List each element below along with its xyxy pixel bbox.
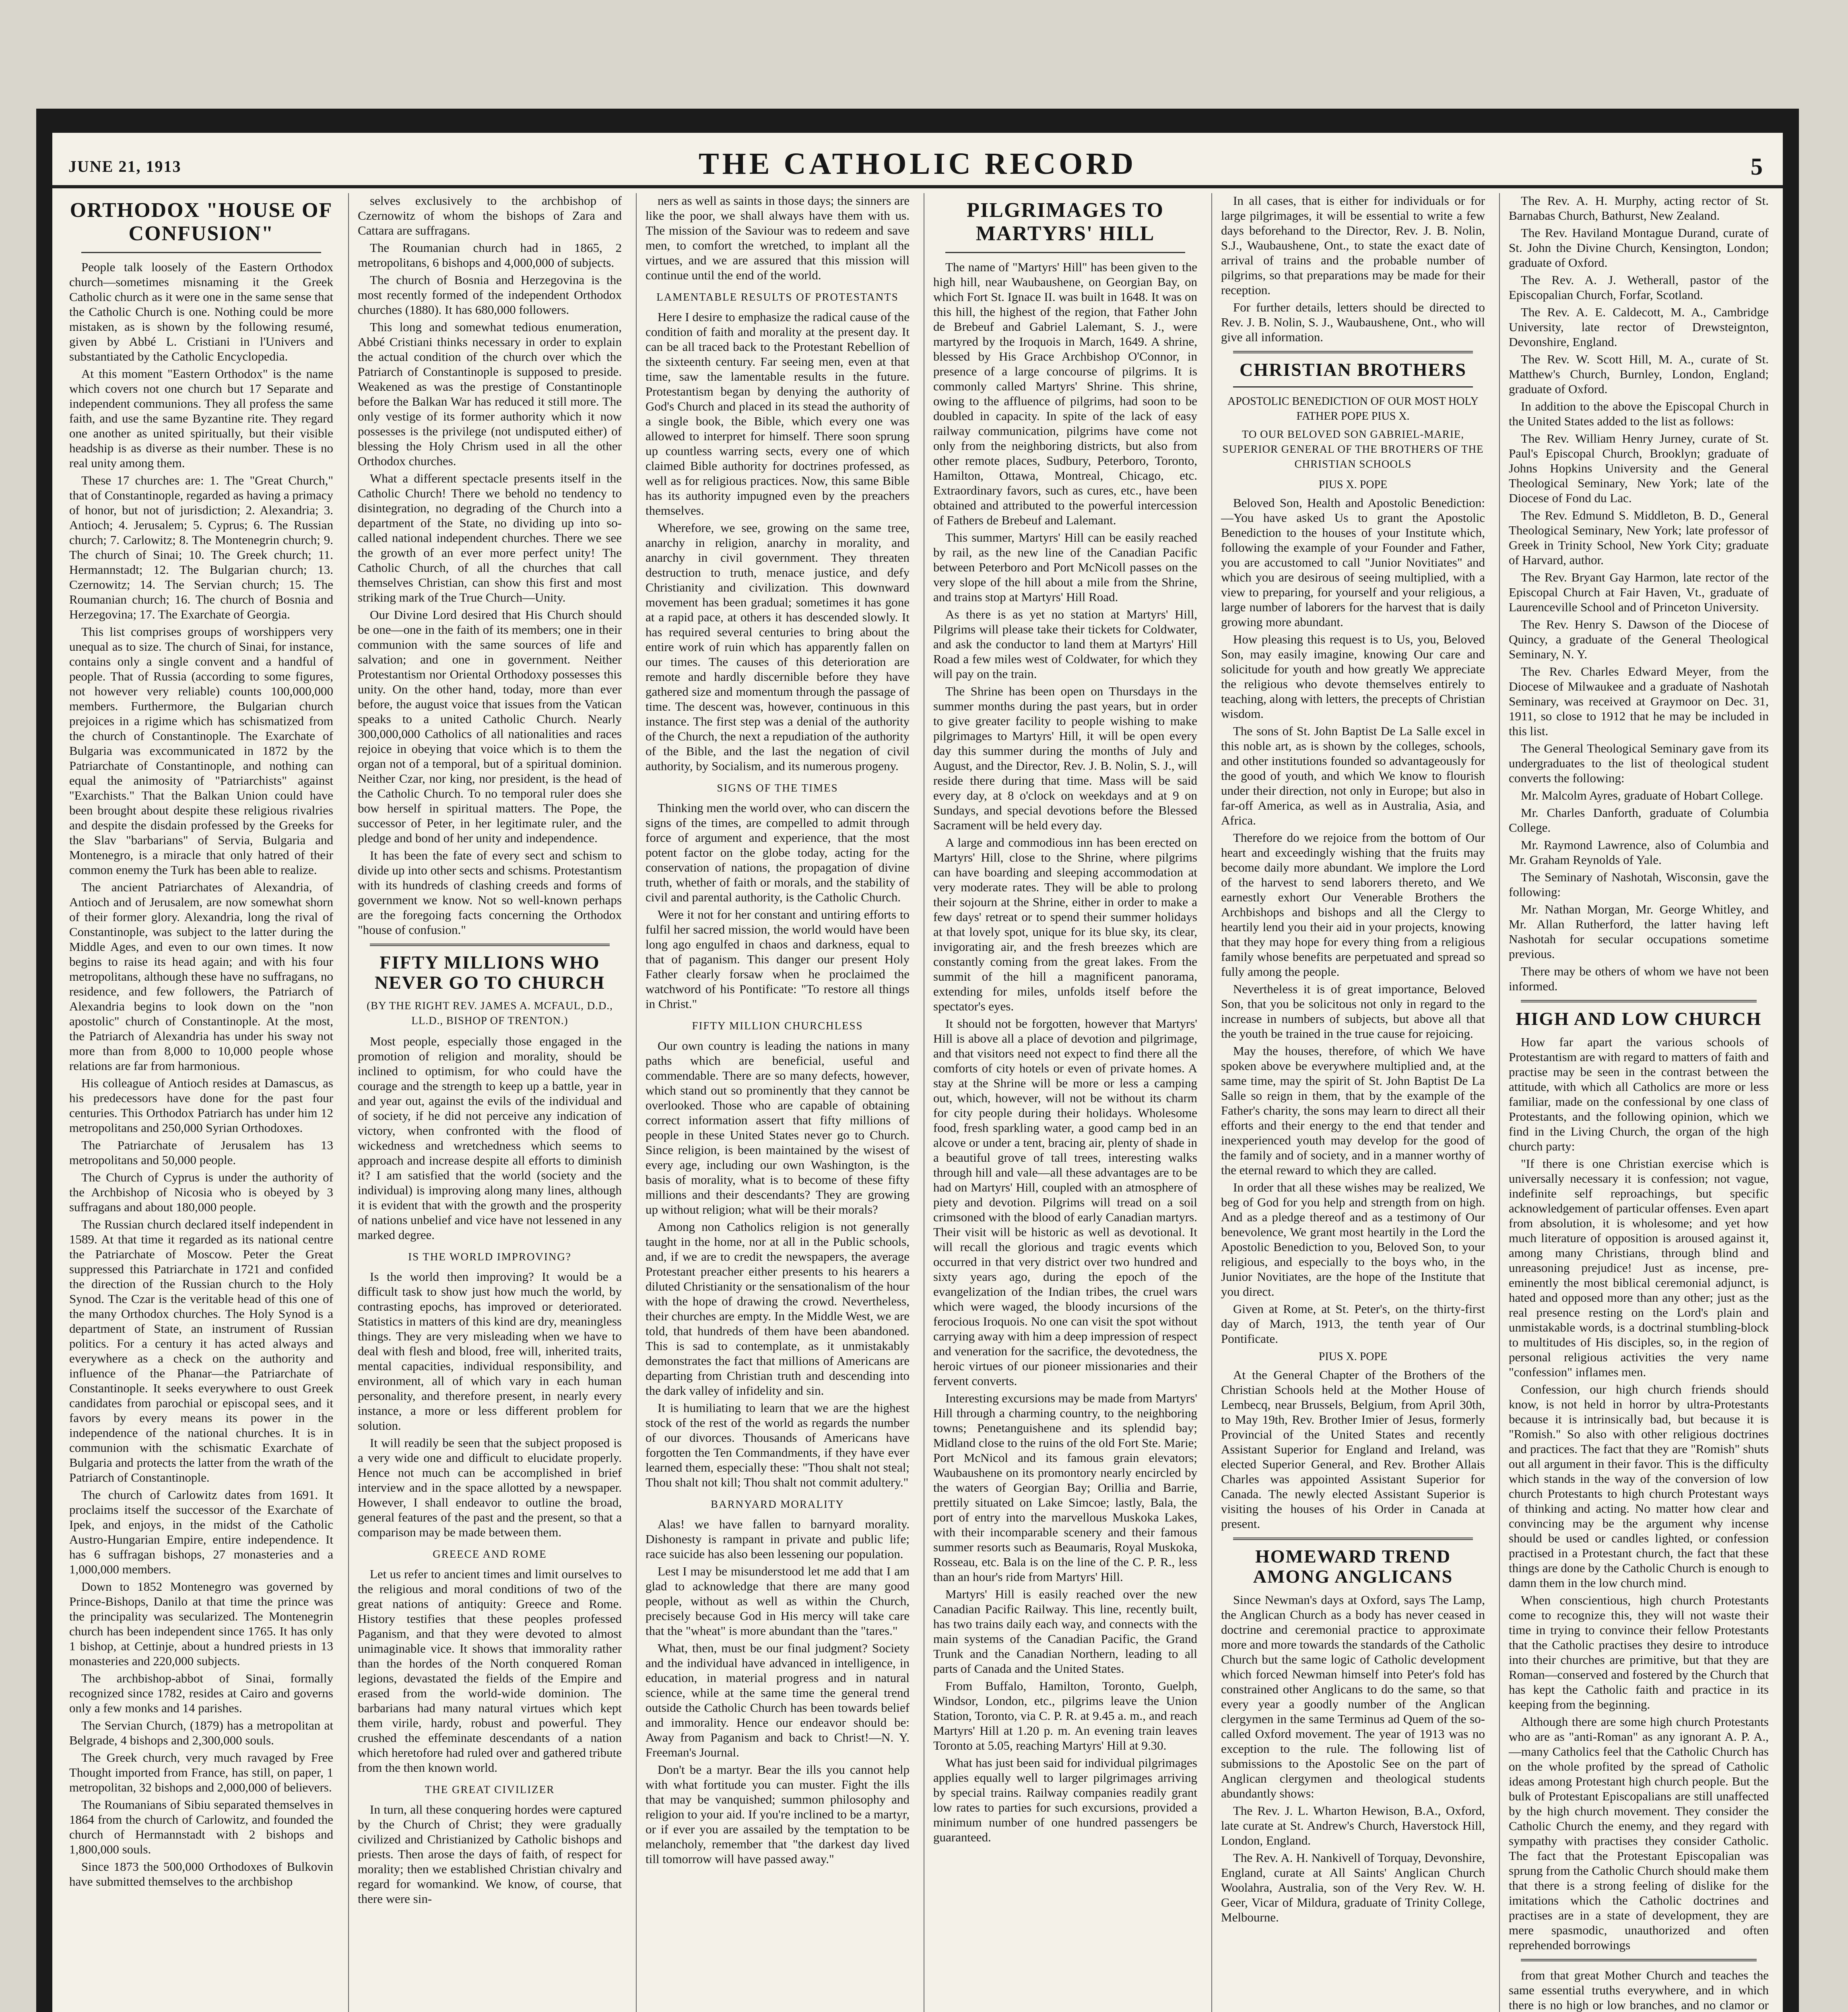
paragraph: The Russian church declared itself independent in 1589. At that time it regarded as its national centre the Patriarchate of Moscow. Peter the Great suppressed this Patriarchate in 1721 and confided the direction of the Russian church to the Holy Synod. The Czar is the veritable head of this one of the many Orthodox churches. The Holy Synod is a department of State, an instrument of Russian politics. For a century it has acted always and everywhere as a check on the authority and influence of the Phanar—the Patriarchate of Constantinople. It seeks everywhere to oust Greek candidates from parochial or episcopal sees, and it favors by every means its power in the independence of the national churches. It is in communion with the schismatic Exarchate of Bulgaria and protects the latter from the wrath of the Patriarch of Constantinople. [69,1217,333,1484]
divider [1233,1538,1473,1540]
paragraph: What has just been said for individual pilgrimages applies equally well to larger pilgrimages arriving by special trains. Railway companies readily grant low rates to parties for such excursions, provided a minimum number of one hundred passengers be guaranteed. [933,1756,1197,1844]
paragraph: Confession, our high church friends should know, is not held in horror by ultra-Protestants because it is intrinsically bad, but because it is "Romish." So also with other religious doctrines and practices. The fact that they are "Romish" shuts out all argument in their favor. This is the difficulty which stands in the way of the conversion of low church Protestants to high church Protestant ways of thinking and acting. No matter how clear and convincing may be the argument why incense should be used or candles lighted, or confession practised in a Protestant church, the fact that these things are done by the Catholic Church is enough to damn them in the low church mind. [1509,1382,1769,1590]
divider [1521,1959,1757,1961]
paragraph: These 17 churches are: 1. The "Great Church," that of Constantinople, regarded as having a primacy of honor, but not of jurisdiction; 2. Alexandria; 3. Antioch; 4. Jerusalem; 5. Cyprus; 6. The Russian church; 7. Carlowitz; 8. The Montenegrin church; 9. The church of Sinai; 10. The Greek church; 11. Hermannstadt; 12. The Bulgarian church; 13. Czernowitz; 14. The Servian church; 15. The Roumanian church; 16. The church of Bosnia and Herzegovina; 17. The Exarchate of Georgia. [69,473,333,621]
paragraph: This list comprises groups of worshippers very unequal as to size. The church of Sinai, for instance, contains only a single convent and a handful of people. That of Russia (according to some figures, not however very reliable) counts 100,000,000 members. Furthermore, the Bulgarian church prejoices in a rigime which has schismatized from the church of Constantinople. The Exarchate of Bulgaria was excommunicated in 1872 by the Patriarchate of Constantinople, and nothing can equal the animosity of "Patriarchists" against "Exarchists." That the Balkan Union could have been brought about despite these religious rivalries and despite the disdain professed by the Greeks for the Slav "barbarians" of Servia, Bulgaria and Montenegro, is a miracle that only hatred of their common enemy the Turk has been able to realize. [69,625,333,877]
article-body [358,1802,622,1906]
article-headline: ORTHODOX "HOUSE OF CONFUSION" [70,199,333,245]
paragraph: It is humiliating to learn that we are the highest stock of the rest of the world as regards the number of our divorces. Thousands of Americans have forgotten the Ten Commandments, if they have ever learned them, especially these: "Thou shalt not steal; Thou shalt not kill; Thou shalt not commit adultery." [646,1401,910,1489]
paragraph: Interesting excursions may be made from Martyrs' Hill through a charming country, to the neighboring towns; Penetanguishene and its splendid bay; Midland close to the ruins of the old Fort Ste. Marie; Port McNicol and its famous grain elevators; Waubaushene on its promontory nearly encircled by the waters of Georgian Bay; Orillia and Barrie, prettily situated on Lake Simcoe; lastly, Bala, the port of entry into the marvellous Muskoka Lakes, with their incomparable scenery and their famous summer resorts such as Beaumaris, Royal Muskoka, Rosseau, etc. Bala is on the line of the C. P. R., less than an hour's ride from Martyrs' Hill. [933,1391,1197,1584]
paragraph: The Rev. Haviland Montague Durand, curate of St. John the Divine Church, Kensington, London; graduate of Oxford. [1509,226,1769,270]
article-body [646,1038,910,1490]
article-body [1221,193,1485,344]
paragraph: Since Newman's days at Oxford, says The Lamp, the Anglican Church as a body has never ceased in doctrine and ceremonial practice to approximate more and more towards the standards of the Catholic Church but the same logic of Catholic development which forced Newman himself into Peter's fold has constrained other Anglicans to do the same, so that every year a goodly number of the Anglican clergymen in the same Terminus ad Quem of the so-called Oxford movement. The year of 1913 was no exception to the rule. The following list of submissions to the Apostolic See on the part of Anglican clergymen and theological students abundantly shows: [1221,1593,1485,1800]
article-body [646,1517,910,1866]
paragraph: The sons of St. John Baptist De La Salle excel in this noble art, as is shown by the colleges, schools, and other institutions founded so advantageously for the good of youth, and which We know to flourish under their direction, not only in Europe; but also in far-off America, as well as in Australia, Asia, and Africa. [1221,724,1485,827]
article-body [646,800,910,1011]
paragraph: The Rev. A. H. Nankivell of Torquay, Devonshire, England, curate at All Saints' Anglican Church Woolahra, Australia, son of the Very Rev. W. H. Geer, Vicar of Mildura, graduate of Trinity College, Melbourne. [1221,1851,1485,1924]
divider [945,252,1185,253]
paragraph: The Roumanian church had in 1865, 2 metropolitans, 6 bishops and 4,000,000 of subjects. [358,241,622,270]
paragraph: Among non Catholics religion is not generally taught in the home, nor at all in the Public schools, and, if we are to credit the newspapers, the average Protestant preacher either presents to his hearers a diluted Christianity or the sensationalism of the hour with the hope of drawing the crowd. Nevertheless, their churches are empty. In the Middle West, we are told, that hundreds of them have been abandoned. This is sad to contemplate, as it unmistakably demonstrates the fact that millions of Americans are departing from Christian truth and descending into the dark valley of infidelity and sin. [646,1220,910,1398]
article-body [646,309,910,773]
column-4 [924,193,1206,2012]
paragraph: May the houses, therefore, of which We have spoken above be everywhere multiplied and, at the same time, may the spirit of St. John Baptist De La Salle so reign in them, that by the example of the Father's charity, the sons may learn to direct all their efforts and their energy to the end that tender and inexperienced youth may develop for the good of the family and of society, and in a manner worthy of the eternal reward to which they are called. [1221,1044,1485,1177]
paragraph: At this moment "Eastern Orthodox" is the name which covers not one church but 17 Separate and independent communions. They all profess the same faith, and use the same Byzantine rite. They regard one another as united spiritually, but their visible headship is as diverse as their number. These is no real unity among them. [69,367,333,470]
issue-date: JUNE 21, 1913 [68,157,182,175]
article-byline: (BY THE RIGHT REV. JAMES A. MCFAUL, D.D., LL.D., BISHOP OF TRENTON.) [367,1000,613,1027]
paragraph: From Buffalo, Hamilton, Toronto, Guelph, Windsor, London, etc., pilgrims leave the Union Station, Toronto, via C. P. R. at 9.45 a. m., and reach Martyrs' Hill at 1.20 p. m. An evening train leaves Toronto at 5.05, reaching Martyrs' Hill at 9.30. [933,1679,1197,1752]
divider [1233,351,1473,353]
paragraph: This summer, Martyrs' Hill can be easily reached by rail, as the new line of the Canadian Pacific between Peterboro and Port McNicoll passes on the very slope of the hill about a mile from the Shrine, and trains stop at Martyrs' Hill Road. [933,530,1197,604]
paragraph: What, then, must be our final judgment? Society and the individual have advanced in intelligence, in education, in material progress and in natural science, while at the same time the general trend outside the Catholic Church has been towards belief and immorality. Hence our endeavor should be: Away from Paganism and back to Christ!—N. Y. Freeman's Journal. [646,1641,910,1759]
paragraph: Mr. Nathan Morgan, Mr. George Whitley, and Mr. Allan Rutherford, the latter having left Nashotah for secular occupations sometime previous. [1509,902,1769,961]
paragraph: There may be others of whom we have not been informed. [1509,964,1769,993]
letter-signature: PIUS X. POPE [1318,1350,1388,1363]
paragraph: Lest I may be misunderstood let me add that I am glad to acknowledge that there are many good people, without as well as within the Church, precisely because God in His mercy will take care that the "wheat" is more abundant than the "tares." [646,1564,910,1638]
paragraph: As there is as yet no station at Martyrs' Hill, Pilgrims will please take their tickets for Coldwater, and ask the conductor to land them at Martyrs' Hill Road a few miles west of Coldwater, for which they will pay on the train. [933,607,1197,681]
paragraph: What a different spectacle presents itself in the Catholic Church! There we behold no tendency to disintegration, no degrading of the Church into a department of the State, no dividing up into so-called national independent churches. There we see the growth of an ever more perfect unity! The Catholic Church, of all the churches that call themselves Christian, can show this first and most striking mark of the True Church—Unity. [358,471,622,604]
article-body [1221,1592,1485,1925]
paragraph: People talk loosely of the Eastern Orthodox church—sometimes misnaming it the Greek Catholic church as it were one in the same sense that the Catholic Church is one. Nothing could be more mistaken, as is shown by the following resumé, given by Abbé L. Cristiani in l'Univers and substantiated by the Catholic Encyclopedia. [69,260,333,363]
paragraph: "If there is one Christian exercise which is universally necessary it is confession; not vague, indefinite self reproachings, but specific acknowledgement of particular offenses. Even apart from absolution, it is wholesome; and yet how much literature of opposition is aroused against it, among many Christians, through blind and unreasoning prejudice! Just as incense, pre-eminently the most biblical ceremonial adjunct, is hated and opposed more than any other; just as the real presence resting on the Lord's plain and unmistakable words, is a doctrinal stumbling-block to multitudes of His disciples, so, in the region of personal religious activities the very name "confession" inflames men. [1509,1156,1769,1379]
divider [1233,386,1473,388]
paragraph: It will readily be seen that the subject proposed is a very wide one and difficult to elucidate properly. Hence not much can be accomplished in brief interview and in the space allotted by a newspaper. However, I shall endeavor to outline the broad, general features of the past and the present, so that a comparison may be made between them. [358,1436,622,1539]
paragraph: Down to 1852 Montenegro was governed by Prince-Bishops, Danilo at that time the prince was the principality was secularized. The Montenegrin church has been independent since 1765. It has only 1 bishop, at Cettinje, about a hundred priests in 13 monasteries and 220,000 subjects. [69,1579,333,1668]
article-body [1221,1367,1485,1531]
article-headline: HOMEWARD TREND AMONG ANGLICANS [1253,1546,1453,1587]
paragraph: How pleasing this request is to Us, you, Beloved Son, may easily imagine, knowing Our care and solicitude for youth and how greatly We appreciate the religious who devote themselves entirely to teaching, along with letters, the precepts of Christian wisdom. [1221,632,1485,721]
page-number: 5 [1751,153,1763,180]
article-body [358,1269,622,1540]
article-body [1509,1035,1769,1952]
section-subhead: GREECE AND ROME [433,1548,547,1560]
paragraph: ners as well as saints in those days; the sinners are like the poor, we shall always have them with us. The mission of the Saviour was to redeem and save men, to comfort the wretched, to implant all the virtues, and we are assured that this mission will continue until the end of the world. [646,194,910,282]
article-body [358,1034,622,1242]
article-body [646,193,910,282]
paragraph: In all cases, that is either for individuals or for large pilgrimages, it will be essential to write a few days beforehand to the Director, Rev. J. B. Nolin, S.J., Waubaushene, Ont., to state the exact date of arrival of trains and the probable number of pilgrims, so that preparations may be made for their reception. [1221,194,1485,297]
paragraph: The Church of Cyprus is under the authority of the Archbishop of Nicosia who is obeyed by 3 suffragans and about 180,000 people. [69,1170,333,1214]
paragraph: Our Divine Lord desired that His Church should be one—one in the faith of its members; one in their communion with the same sources of life and salvation; and one in government. Neither Protestantism nor Oriental Orthodoxy possesses this unity. On the other hand, today, more than ever before, the august voice that issues from the Vatican speaks to a united Catholic Church. Nearly 300,000,000 Catholics of all nationalities and races rejoice in obeying that voice which is to them the organ not of a temporal, but of a spiritual dominion. Neither Czar, nor king, nor president, is the head of the Catholic Church. To no temporal ruler does she bow herself in spiritual matters. The Pope, the successor of Peter, in her legitimate ruler, and the pledge and bond of her unity and independence. [358,608,622,845]
paragraph: His colleague of Antioch resides at Damascus, as his predecessors have done for the past four centuries. This Orthodox Patriarch has under him 12 metropolitans and 250,000 Syrian Orthodoxes. [69,1076,333,1135]
paragraph: The church of Bosnia and Herzegovina is the most recently formed of the independent Orthodox churches (1880). It has 680,000 followers. [358,273,622,317]
letter-address: TO OUR BELOVED SON GABRIEL-MARIE, SUPERIOR GENERAL OF THE BROTHERS OF THE CHRISTIAN SCHOOLS [1222,428,1484,470]
paragraph: Our own country is leading the nations in many paths which are beneficial, useful and commendable. There are so many defects, however, which stand out so prominently that they cannot be overlooked. Those who are capable of obtaining correct information assert that fifty millions of people in these United States never go to Church. Since religion, is been maintained by the wisest of every age, including our own Washington, is the basis of morality, what is to become of these fifty millions and their descendants? They are growing up without religion; what will be their morals? [646,1039,910,1216]
section-subhead: FIFTY MILLION CHURCHLESS [692,1020,863,1032]
paragraph: The Greek church, very much ravaged by Free Thought imported from France, has still, on paper, 1 metropolitan, 32 bishops and 2,000,000 of believers. [69,1750,333,1794]
paragraph: The Rev. J. L. Wharton Hewison, B.A., Oxford, late curate at St. Andrew's Church, Haverstock Hill, London, England. [1221,1804,1485,1847]
article-subheadline: APOSTOLIC BENEDICTION OF OUR MOST HOLY FATHER POPE PIUS X. [1227,395,1479,423]
paragraph: A large and commodious inn has been erected on Martyrs' Hill, close to the Shrine, where pilgrims can have boarding and sleeping accommodation at very moderate rates. They will be able to prolong their sojourn at the Shrine, either in order to make a few days' retreat or to spend their summer holidays at that lovely spot, unique for its blue sky, its clear, invigorating air, and the fresh breezes which are constantly coming from the great lakes. From the summit of the hill a magnificent panorama, extending for miles, unfolds itself before the spectator's eyes. [933,835,1197,1013]
paragraph: Given at Rome, at St. Peter's, on the thirty-first day of March, 1913, the tenth year of Our Pontificate. [1221,1302,1485,1346]
paragraph: The Servian Church, (1879) has a metropolitan at Belgrade, 4 bishops and 2,300,000 souls. [69,1718,333,1747]
paragraph: selves exclusively to the archbishop of Czernowitz of whom the bishops of Zara and Cattara are suffragans. [358,194,622,237]
paragraph: The Rev. W. Scott Hill, M. A., curate of St. Matthew's Church, Burnley, London, England; graduate of Oxford. [1509,352,1769,396]
paragraph: Although there are some high church Protestants who are as "anti-Roman" as any ignorant A. P. A.,—many Catholics feel that the Catholic Church has on the whole profited by the spread of Catholic ideas among Protestant high church people. But the bulk of Protestant Episcopalians are still unaffected by the high church movement. They consider the Catholic Church the enemy, and they regard with sympathy with practises they consider Catholic. The fact that the Protestant Episcopalian was sprung from the Catholic Church should make them that there is a strong feeling of dislike for the imitations which the Catholic doctrines and practises are in a state of development, they are mere spasmodic, unauthorized and often reprehended borrowings [1509,1715,1769,1952]
article-body [358,193,622,937]
masthead [52,133,1783,188]
article-body [358,1567,622,1775]
section-subhead: LAMENTABLE RESULTS OF PROTESTANTS [656,291,899,303]
paragraph: Most people, especially those engaged in the promotion of religion and morality, should be inclined to optimism, for who could have the courage and the strength to keep up a battle, year in and year out, against the evils of the individual and of society, if he did not perceive any indication of victory, when confronted with the flood of wickedness and wretchedness which seems to approach and increase despite all efforts to diminish it? I am satisfied that the world (society and the individual) is improving along many lines, although it is evident that with the growth and the prosperity of nations unbelief and vice have not lessened in any marked degree. [358,1034,622,1242]
paragraph: Since 1873 the 500,000 Orthodoxes of Bulkovin have submitted themselves to the archbishop [69,1859,333,1888]
paragraph: It should not be forgotten, however that Martyrs' Hill is above all a place of devotion and pilgrimage, and that visitors need not expect to find there all the comforts of city hotels or even of private homes. A stay at the Shrine will be more or less a camping out, which, however, will not be without its charm for city people during their holidays. Wholesome food, fresh sparkling water, a good camp bed in an alcove or under a tent, bracing air, plenty of shade in a beautiful grove of tall trees, interesting walks through hill and vale—all these advantages are to be had on Martyrs' Hill, coupled with an atmosphere of piety and devotion. Pilgrims will tread on a soil crimsoned with the blood of early Canadian martyrs. Their visit will be historic as well as devotional. It will recall the glorious and tragic events which occurred in that very district over two hundred and sixty years ago, during the epoch of the evangelization of the Indian tribes, the cruel wars which were waged, the bloody incursions of the ferocious Iroquois. No one can visit the spot without carrying away with him a deep impression of respect and veneration for the sacrifice, the devotedness, the heroic virtues of our pioneer missionaries and their fervent converts. [933,1016,1197,1388]
paragraph: It has been the fate of every sect and schism to divide up into other sects and schisms. Protestantism with its hundreds of clashing creeds and forms of government we know. Not so well-known perhaps are the foregoing facts concerning the Orthodox "house of confusion." [358,848,622,937]
paragraph: The Patriarchate of Jerusalem has 13 metropolitans and 50,000 people. [69,1138,333,1167]
paragraph: The Shrine has been open on Thursdays in the summer months during the past years, but in order to give greater facility to people wishing to make pilgrimages to Martyrs' Hill, it will be open every day this summer during the months of July and August, and the Director, Rev. J. B. Nolin, S. J., will reside there during that time. Mass will be said every day, at 8 o'clock on weekdays and at 9 on Sundays, and special devotions before the Blessed Sacrament will be held every day. [933,684,1197,832]
article-headline: HIGH AND LOW CHURCH [1516,1008,1762,1029]
paragraph: Mr. Raymond Lawrence, also of Columbia and Mr. Graham Reynolds of Yale. [1509,838,1769,867]
paragraph: Nevertheless it is of great importance, Beloved Son, that you be solicitous not only in regard to the increase in numbers of subjects, but above all that the youth be trained in the true cause for rejoicing. [1221,982,1485,1041]
paragraph: This long and somewhat tedious enumeration, Abbé Cristiani thinks necessary in order to explain the actual condition of the church over which the Patriarch of Constantinople is supposed to preside. Weakened as was the prestige of Constantinople before the Balkan War has reduced it still more. The only vestige of its former authority which it now possesses is the privilege (not undisputed either) of blessing the Holy Chrism used in all the other Orthodox churches. [358,320,622,468]
paragraph: The Rev. William Henry Jurney, curate of St. Paul's Episcopal Church, Brooklyn; graduate of Johns Hopkins University and the General Theological Seminary, New York; late of the Diocese of Fond du Lac. [1509,431,1769,505]
paragraph: The Roumanians of Sibiu separated themselves in 1864 from the church of Carlowitz, and founded the church of Hermannstadt with 2 bishops and 1,800,000 souls. [69,1798,333,1856]
paragraph: In order that all these wishes may be realized, We beg of God for you help and strength from on high. And as a pledge thereof and as a testimony of Our benevolence, We grant most heartily in the Lord the Apostolic Benediction to you, Beloved Son, to your religious, and especially to the boys who, in the Junior Novitiates, are the hope of the Institute that you direct. [1221,1180,1485,1299]
paragraph: For further details, letters should be directed to Rev. J. B. Nolin, S. J., Waubaushene, Ont., who will give all information. [1221,300,1485,344]
paragraph: Mr. Charles Danforth, graduate of Columbia College. [1509,806,1769,835]
paragraph: The Rev. A. H. Murphy, acting rector of St. Barnabas Church, Bathurst, New Zealand. [1509,194,1769,223]
column-6 [1499,193,1778,2012]
article-body [1509,1968,1769,2012]
paragraph: Let us refer to ancient times and limit ourselves to the religious and moral conditions of two of the great nations of antiquity: Greece and Rome. History testifies that these peoples professed Paganism, and that they were devoted to almost unimaginable vice. It shows that immorality rather than the hordes of the North conquered Roman legions, devastated the fields of the Empire and erased from the world-wide dominion. The barbarians had many natural virtues which kept them virile, hardy, robust and powerful. They crushed the effeminate descendants of a nation which heretofore had ruled over and gathered tribute from the then known world. [358,1567,622,1775]
column-3 [636,193,918,2012]
paragraph: Alas! we have fallen to barnyard morality. Dishonesty is rampant in private and public life; race suicide has also been lessening our population. [646,1517,910,1561]
paragraph: At the General Chapter of the Brothers of the Christian Schools held at the Mother House of Lembecq, near Brussels, Belgium, from April 30th, to May 19th, Rev. Brother Imier of Jesus, formerly Provincial of the United States and recently Assistant Superior for England and Ireland, was elected Superior General, and Rev. Brother Allais Charles was appointed Assistant Superior for Canada. The newly elected Assistant Superior is visiting the houses of his Order in Canada at present. [1221,1368,1485,1531]
divider [370,944,610,946]
paragraph: Martyrs' Hill is easily reached over the new Canadian Pacific Railway. This line, recently built, has two trains daily each way, and connects with the main systems of the Canadian Pacific, the Grand Trunk and the Canadian Northern, leading to all parts of Canada and the United States. [933,1587,1197,1676]
newspaper-title: THE CATHOLIC RECORD [698,147,1137,181]
paragraph: In addition to the above the Episcopal Church in the United States added to the list as follows: [1509,399,1769,428]
paragraph: Is the world then improving? It would be a difficult task to show just how much the world, by contrasting epochs, has improved or deteriorated. Statistics in matters of this kind are dry, meaningless things. They are very misleading when we have to deal with flesh and blood, free will, inherited traits, mental capacities, individual responsibility, and environment, all of which vary in each human personality, and therefore present, in nearly every instance, a more or less different problem for solution. [358,1270,622,1433]
paragraph: Therefore do we rejoice from the bottom of Our heart and exceedingly wishing that the fruits may become daily more abundant. We implore the Lord of the harvest to send laborers thereto, and We earnestly exhort Our Venerable Brothers the Archbishops and bishops and all the Clergy to heartily lend you their aid in your projects, knowing that they may hope for every thing from a religious family whose benefits are perpetuated and spread so fully among the people. [1221,831,1485,979]
paragraph: When conscientious, high church Protestants come to recognize this, they will not waste their time in trying to convince their fellow Protestants that the Catholic practises they desire to introduce into their churches are primitive, but that they are Roman—conserved and fostered by the Church that has kept the Catholic faith and practice in its keeping from the beginning. [1509,1593,1769,1711]
section-subhead: IS THE WORLD IMPROVING? [408,1251,571,1263]
article-headline: PILGRIMAGES TO MARTYRS' HILL [967,199,1164,245]
newspaper-page [52,133,1783,2012]
paragraph: The archbishop-abbot of Sinai, formally recognized since 1782, resides at Cairo and governs only a few monks and 14 parishes. [69,1671,333,1715]
paragraph: Mr. Malcolm Ayres, graduate of Hobart College. [1521,788,1763,802]
article-headline: FIFTY MILLIONS WHO NEVER GO TO CHURCH [374,952,605,993]
article-body [69,260,333,1889]
section-subhead: BARNYARD MORALITY [711,1498,844,1510]
paragraph: The church of Carlowitz dates from 1691. It proclaims itself the successor of the Exarchate of Ipek, and enjoys, in the midst of the Catholic Austro-Hungarian Empire, entire independence. It has 6 suffragan bishops, 27 monasteries and a 1,000,000 members. [69,1488,333,1576]
article-body [1221,495,1485,1346]
letter-signature: PIUS X. POPE [1318,478,1388,491]
paragraph: The Rev. Bryant Gay Harmon, late rector of the Episcopal Church at Fair Haven, Vt., graduate of Laurenceville School and of Princeton University. [1509,570,1769,614]
column-5 [1211,193,1494,2012]
paragraph: The ancient Patriarchates of Alexandria, of Antioch and of Jerusalem, are now somewhat shorn of their former glory. Alexandria, long the rival of Constantinople, was subject to the latter during the Middle Ages, and even to our own times. It now begins to raise its head again; and with his four metropolitans, although these have no suffragans, no residence, and few followers, the Patriarch of Alexandria begins to look down on the "non apostolic" church of Constantinople. At the most, the Patriarch of Alexandria has under his sway not more than from 8,000 to 10,000 people whose relations are far from harmonious. [69,880,333,1073]
article-body [933,260,1197,1845]
section-subhead: THE GREAT CIVILIZER [425,1783,555,1796]
paragraph: Here I desire to emphasize the radical cause of the condition of faith and morality at the present day. It can be all traced back to the Protestant Rebellion of the sixteenth century. Far seeing men, even at that time, saw the lamentable results in the future. Protestantism began by denying the authority of God's Church and placed in its stead the authority of a single book, the Bible, which every one was allowed to interpret for himself. There soon sprung up countless warring sects, every one of which claimed Bible authority for doctrines professed, as well as for religious practices. Now, this same Bible has its authority impugned even by the preachers themselves. [646,310,910,517]
paragraph: The General Theological Seminary gave from its undergraduates to the list of theological student converts the following: [1509,741,1769,785]
column-2 [348,193,631,2012]
paragraph: The Rev. Charles Edward Meyer, from the Diocese of Milwaukee and a graduate of Nashotah Seminary, was received at Graymoor on Dec. 31, 1911, so close to 1912 that he may be included in this list. [1509,664,1769,738]
paragraph: The Rev. Edmund S. Middleton, B. D., General Theological Seminary, New York; late professor of Greek in Trinity School, New York City; graduate of Harvard, author. [1509,508,1769,567]
paragraph: The name of "Martyrs' Hill" has been given to the high hill, near Waubaushene, on Georgian Bay, on which Fort St. Ignace II. was built in 1648. It was on this hill, the highest of the region, that Father John de Brebeuf and Gabriel Lalemant, S. J., were martyred by the Iroquois in March, 1649. A shrine, blessed by His Grace Archbishop O'Connor, in presence of a large concourse of pilgrims. It is commonly called Martyrs' Shrine. This shrine, owing to the affluence of pilgrims, had soon to be doubled in capacity. In spite of the lack of easy railway communication, pilgrims have come not only from the neighboring districts, but also from other remote places, Sudbury, Peterboro, Toronto, Hamilton, Ottawa, Montreal, Chicago, etc. Extraordinary favors, such as cures, etc., have been obtained and attributed to the powerful intercession of Fathers de Brebeuf and Lalemant. [933,260,1197,527]
section-subhead: SIGNS OF THE TIMES [717,782,838,794]
article-body [1509,193,1769,994]
article-headline: CHRISTIAN BROTHERS [1240,359,1466,380]
paragraph: The Rev. Henry S. Dawson of the Diocese of Quincy, a graduate of the General Theological Seminary, N. Y. [1509,617,1769,661]
paragraph: Don't be a martyr. Bear the ills you cannot help with what fortitude you can muster. Fight the ills that may be vanquished; summon philosophy and religion to your aid. If you're inclined to be a martyr, or if ever you are assailed by the temptation to be melancholy, remember that "the darkest day lived till tomorrow will have passed away." [646,1763,910,1866]
divider [81,252,321,253]
divider [1521,1000,1757,1002]
paragraph: The Rev. A. E. Caldecott, M. A., Cambridge University, late rector of Drewsteignton, Devonshire, England. [1509,305,1769,349]
paragraph: The Seminary of Nashotah, Wisconsin, gave the following: [1509,870,1769,899]
paragraph: In turn, all these conquering hordes were captured by the Church of Christ; they were gradually civilized and Christianized by Catholic bishops and priests. Then arose the days of faith, of respect for morality; then we established Christian chivalry and regard for womankind. We know, of course, that there were sin- [358,1802,622,1906]
paragraph: Wherefore, we see, growing on the same tree, anarchy in religion, anarchy in morality, and anarchy in civil government. They threaten destruction to truth, menace justice, and defy Christianity and civilization. This downward movement has been gradual; sometimes it has gone at a rapid pace, at others it has descended slowly. It has required several centuries to bring about the entire work of ruin which has apparently fallen on our times. The causes of this deterioration are remote and hardly discernible before they have gathered size and momentum through the passage of time. The descent was, however, continuous in this instance. The first step was a denial of the authority of the Church, the next a repudiation of the authority of the Bible, and the last the negation of civil authority, by Socialism, and its numerous progeny. [646,521,910,773]
paragraph: Thinking men the world over, who can discern the signs of the times, are compelled to admit through force of argument and experience, that the most potent factor on the globe today, acting for the conservation of nations, the propagation of divine truth, whether of faith or morals, and the stability of civil and parental authority, is the Catholic Church. [646,801,910,904]
paragraph: How far apart the various schools of Protestantism are with regard to matters of faith and practise may be seen in the contrast between the attitude, with which all Catholics are more or less familiar, made on the confessional by one class of Protestants, and the following opinion, which we find in the Living Church, the organ of the high church party: [1509,1035,1769,1153]
paragraph: Were it not for her constant and untiring efforts to fulfil her sacred mission, the world would have been long ago engulfed in chaos and darkness, equal to that of paganism. This danger our present Holy Father clearly forsaw when he proclaimed the watchword of his Pontificate: "To restore all things in Christ." [646,907,910,1011]
paragraph: The Rev. A. J. Wetherall, pastor of the Episcopalian Church, Forfar, Scotland. [1509,273,1769,302]
paragraph: Beloved Son, Health and Apostolic Benediction:—You have asked Us to grant the Apostolic Benediction to the houses of your Institute which, following the example of your Founder and Father, you are accustomed to call "Junior Novitiates" and which you are desirous of seeing multiplied, with a view to preparing, for yourself and your religious, a large number of laborers for the harvest that is daily growing more abundant. [1221,496,1485,629]
column-1 [60,193,342,2012]
paragraph: from that great Mother Church and teaches the same essential truths everywhere, and in which there is no high or low branches, and no clamor or [1509,1968,1769,2012]
